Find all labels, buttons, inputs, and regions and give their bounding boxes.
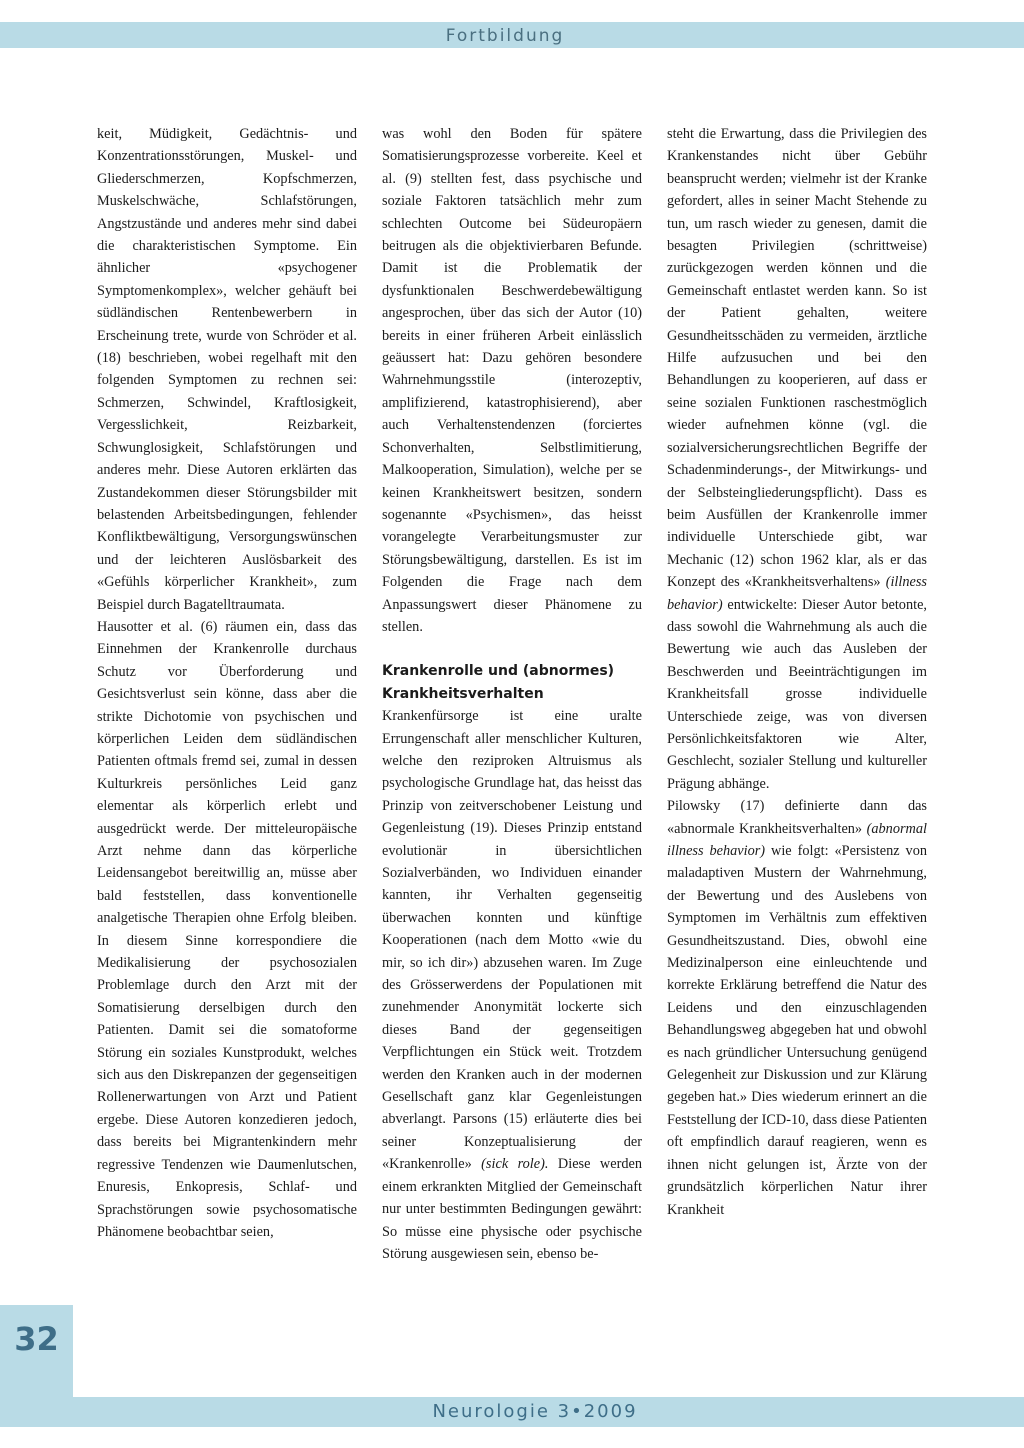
page-number-tab	[0, 1305, 73, 1397]
paragraph: keit, Müdigkeit, Gedächtnis- und Konzentrationsstörungen, Muskel- und Gliederschmerzen, Kopfschmerzen, Muskelschwäche, Schlafstörungen, Angstzustände und anderes mehr sind dabei die charakteristischen Symptome. Ein ähnlicher «psychogener Symptomenkomplex», welcher gehäuft bei südländischen Rentenbewerbern in Erscheinung trete, wurde von Schröder et al. (18) beschrieben, wobei regelhaft mit den folgenden Symptomen zu rechnen sei: Schmerzen, Schwindel, Kraftlosigkeit, Vergesslichkeit, Reizbarkeit, Schwunglosigkeit, Schlafstörungen und anderes mehr. Diese Autoren erklärten das Zustandekommen dieser Störungsbilder mit belastenden Arbeitsbedingungen, fehlender Konfliktbewältigung, Versorgungswünschen und der leichteren Auslösbarkeit des «Gefühls körperlicher Krankheit», zum Beispiel durch Bagatelltraumata.	[97, 126, 357, 613]
paragraph: Hausotter et al. (6) räumen ein, dass das Einnehmen der Krankenrolle durchaus Schutz vor Überforderung und Gesichtsverlust sein könne, dass aber die strikte Dichotomie von psychischen und körperlichen Leiden dem südländischen Patienten oftmals fremd sei, zumal in dessen Kulturkreis persönliches Leid ganz elementar als körperlich erlebt und ausgedrückt werde. Der mitteleuropäische Arzt nehme dann das körperliche Leidensangebot bereitwillig an, müsse aber bald feststellen, dass konventionelle analgetische Therapien ohne Erfolg bleiben. In diesem Sinne korrespondiere die Medikalisierung der psychosozialen Problemlage durch den Arzt mit der Somatisierung derselbigen durch den Patienten. Damit sei die somatoforme Störung ein soziales Kunstprodukt, welches sich aus den Diskrepanzen der gegenseitigen Rollenerwartungen von Arzt und Patient ergebe. Diese Autoren konzedieren jedoch, dass bereits bei Migrantenkindern mehr regressive Tendenzen wie Daumenlutschen, Enuresis, Enkopresis, Schlaf- und Sprachstörungen sowie psychosomatische Phänomene beobachtbar seien,	[97, 618, 357, 1240]
text-run: entwickelte: Dieser Autor betonte, dass sowohl die Wahrnehmung als auch die Bewertung wie auch das Ausleben der Beschwerden und Beeinträchtigungen im Krankheitsfall grosse individuelle Unterschiede zeige, was von diversen Persönlichkeitsfaktoren wie Alter, Geschlecht, sozialer Stellung und kultureller Prägung abhänge.	[667, 596, 927, 792]
paragraph: was wohl den Boden für spätere Somatisierungsprozesse vorbereite. Keel et al. (9) stellten fest, dass psychische und soziale Faktoren tatsächlich mehr zum schlechten Outcome bei Südeuropäern beitrugen als die objektivierbaren Befunde. Damit ist die Problematik der dysfunktionalen Beschwerdebewältigung angesprochen, über das sich der Autor (10) bereits in einer früheren Arbeit einlässlich geäussert hat: Dazu gehören besondere Wahrnehmungsstile (interozeptiv, amplifizierend, katastrophisierend), aber auch Verhaltenstendenzen (forciertes Schonverhalten, Selbstlimitierung, Malkooperation, Simulation), welche per se keinen Krankheitswert besitzen, sondern sogenannte «Psychismen», das heisst vorangelegte Verarbeitungsmuster zur Störungsbewältigung, darstellen. Es ist im Folgenden die Frage nach dem Anpassungswert dieser Phänomene zu stellen.	[382, 126, 642, 635]
section-gap	[382, 638, 642, 660]
text-run: Krankenfürsorge ist eine uralte Errungenschaft aller menschlicher Kulturen, welche den reziproken Altruismus als psychologische Grundlage hat, das heisst das Prinzip von zeitverschobener Leistung und Gegenleistung (19). Dieses Prinzip entstand evolutionär in übersichtlichen Sozialverbänden, wo Individuen einander kannten, ihr Verhalten gegenseitig überwachen konnten und künftige Kooperationen (nach dem Motto «wie du mir, so ich dir») abzusehen waren. Im Zuge des Grösserwerdens der Populationen mit zunehmender Anonymität lockerte sich dieses Band der gegenseitigen Verpflichtungen ein Stück weit. Trotzdem werden den Kranken auch in der modernen Gesellschaft ganz klar Gegenleistungen abverlangt. Parsons (15) erläuterte dies bei seiner Konzeptualisierung der «Krankenrolle»	[382, 708, 642, 1173]
paragraph	[667, 795, 927, 1221]
text-run: Diese werden einem erkrankten Mitglied der Gemeinschaft nur unter bestimmten Bedingungen gewährt: So müsse eine physische oder psychische Störung ausgewiesen sein, ebenso be-	[382, 1156, 642, 1262]
journal-issue: Neurologie 3•2009	[432, 1401, 638, 1422]
text-column-2	[382, 123, 642, 1265]
text-run: Pilowsky (17) definierte dann das «abnormale Krankheitsverhalten»	[667, 798, 927, 837]
paragraph	[382, 705, 642, 1265]
footer-band	[0, 1397, 1024, 1427]
section-heading: Krankenrolle und (abnormes) Krankheitsverhalten	[382, 663, 615, 702]
text-run: steht die Erwartung, dass die Privilegien des Krankenstandes nicht über Gebühr beansprucht werden; vielmehr ist der Kranke gefordert, alles in seiner Macht Stehende zu tun, um rasch wieder zu genesen, damit die besagten Privilegien (schrittweise) zurückgezogen werden können und die Gemeinschaft entlastet werden kann. So ist der Patient gehalten, weitere Gesundheitsschäden zu vermeiden, ärztliche Hilfe aufzusuchen und bei den Behandlungen zu kooperieren, auf dass er seine sozialen Funktionen raschestmöglich wieder aufnehmen könne (vgl. die sozialversicherungsrechtlichen Begriffe der Schadenminderungs-, der Mitwirkungs- und der Selbsteingliederungspflicht). Dass es beim Ausfüllen der Krankenrolle immer individuelle Unterschiede gibt, war Mechanic (12) schon 1962 klar, als er das Konzept des «Krankheitsverhaltens»	[667, 126, 927, 591]
text-column-3	[667, 123, 927, 1221]
italic-term: (sick role).	[481, 1156, 549, 1173]
text-run: wie folgt: «Persistenz von maladaptiven Mustern der Wahrnehmung, der Bewertung und des Auslebens von Symptomen im Verhältnis zum effektiven Gesundheitszustand. Dies, obwohl eine Medizinalperson eine einleuchtende und korrekte Erklärung betreffend die Natur des Leidens und den einzuschlagenden Behandlungsweg abgegeben hat und obwohl es nach gründlicher Untersuchung genügend Gelegenheit zur Diskussion und zur Klärung gegeben hat.» Dies wiederum erinnert an die Feststellung der ICD-10, dass diese Patienten oft empfindlich darauf reagieren, wenn es ihnen nicht gelungen ist, Ärzte von der grundsätzlich körperlichen Natur ihrer Krankheit	[667, 843, 927, 1218]
header-band	[0, 22, 1024, 48]
italic-term: (illness behavior)	[667, 574, 927, 613]
italic-term: (abnormal illness behavior)	[667, 820, 927, 859]
section-title: Fortbildung	[445, 26, 565, 46]
page-number: 32	[14, 1320, 59, 1358]
text-column-1	[97, 123, 357, 1243]
paragraph	[667, 123, 927, 795]
